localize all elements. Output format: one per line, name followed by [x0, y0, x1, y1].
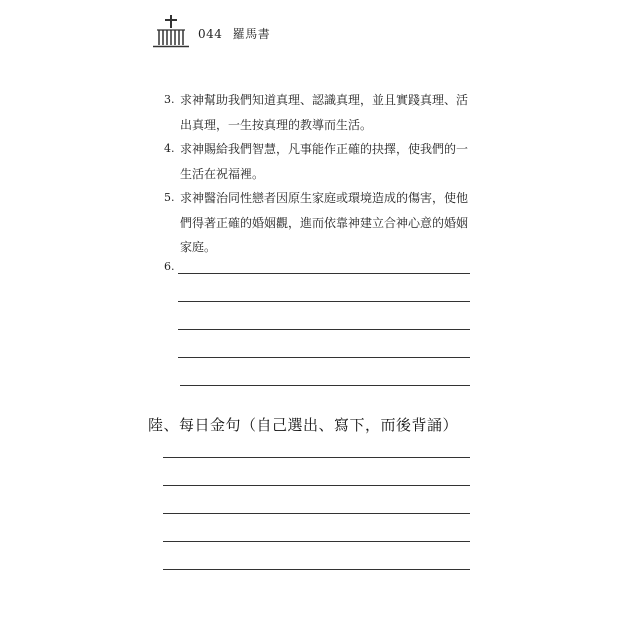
write-line[interactable]: [180, 385, 470, 386]
prayer-number: 5.: [164, 191, 175, 204]
prayer-item: [158, 88, 478, 137]
prayer-number: 4.: [164, 142, 175, 155]
write-line[interactable]: [178, 273, 470, 274]
verse-write-line[interactable]: [163, 541, 470, 542]
section-title: 陸、每日金句（自己選出、寫下，而後背誦）: [148, 416, 459, 434]
prayer-item: [158, 137, 478, 186]
prayer-number: 3.: [164, 93, 175, 106]
prayer-number: 6.: [164, 260, 175, 273]
prayer-item: [158, 186, 478, 260]
prayer-text: 求神賜給我們智慧，凡事能作正確的抉擇，使我們的一生活在祝福裡。: [180, 142, 469, 181]
write-line[interactable]: [178, 357, 470, 358]
verse-write-line[interactable]: [163, 457, 470, 458]
prayer-text: 求神幫助我們知道真理、認識真理，並且實踐真理、活出真理，一生按真理的教導而生活。: [180, 93, 469, 132]
prayer-text: 求神醫治同性戀者因原生家庭或環境造成的傷害，使他們得著正確的婚姻觀，進而依靠神建立合神心意的婚姻家庭。: [180, 191, 469, 254]
write-line[interactable]: [178, 301, 470, 302]
verse-write-line[interactable]: [163, 569, 470, 570]
header-text: [198, 25, 276, 42]
book-title: 羅馬書: [232, 27, 271, 41]
verse-write-line[interactable]: [163, 485, 470, 486]
prayer-list: [158, 88, 478, 260]
write-line[interactable]: [178, 329, 470, 330]
verse-write-line[interactable]: [163, 513, 470, 514]
church-cross-icon: [152, 14, 190, 48]
page-header: [152, 14, 352, 50]
page-number: 044: [198, 27, 223, 41]
